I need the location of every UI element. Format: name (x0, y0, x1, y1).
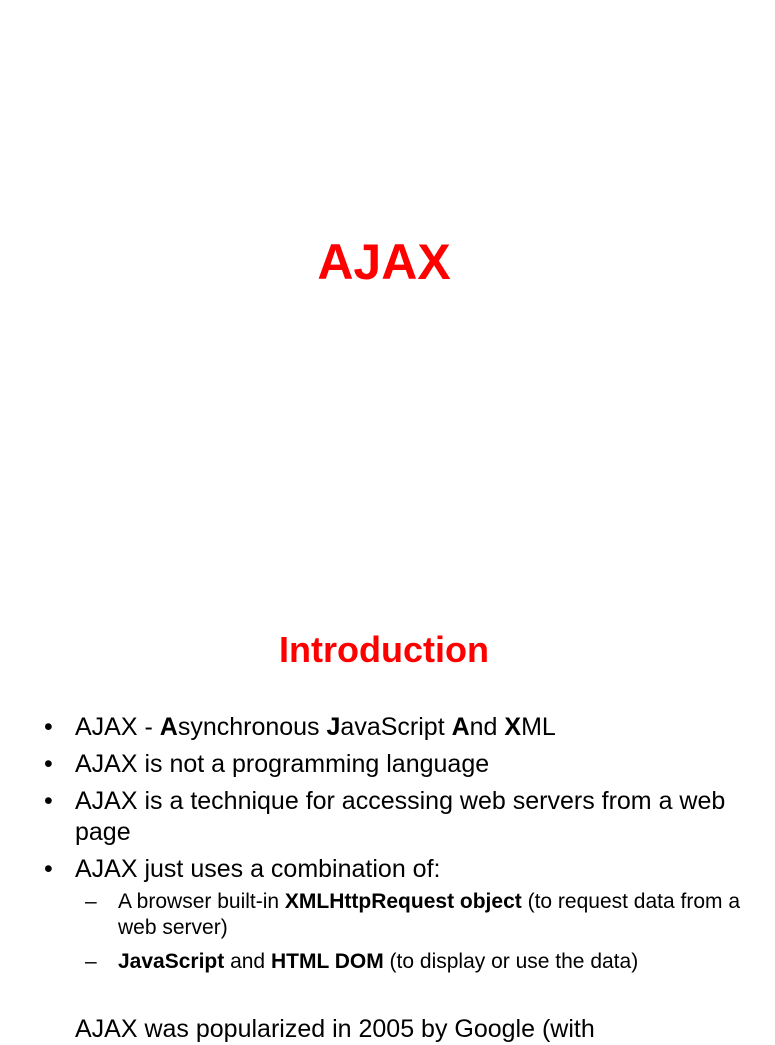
sub-bullet-text (118, 890, 740, 939)
bullet-icon: • (44, 787, 53, 815)
sub-bullet-item (85, 949, 744, 975)
bullet-text (75, 713, 556, 741)
text-run: AJAX is a technique for accessing web servers from a web page (75, 787, 726, 846)
dash-icon: – (85, 890, 97, 913)
text-run: nd (469, 713, 505, 741)
bullet-text (75, 750, 489, 778)
text-run: and (224, 950, 271, 973)
clipped-bullet-text: AJAX was popularized in 2005 by Google (with (75, 1015, 595, 1043)
bullet-icon: • (44, 713, 53, 741)
sub-bullet-item (85, 889, 744, 941)
sub-bullet-text (118, 950, 638, 973)
bullet-text (75, 787, 725, 846)
text-run: (to display or use the data) (383, 950, 639, 973)
slide-title: AJAX (317, 234, 451, 290)
text-run: A browser built-in (118, 890, 285, 913)
bullet-item (44, 712, 744, 743)
bullet-icon: • (44, 750, 53, 778)
bullet-icon: • (44, 855, 53, 883)
bold-text: A (451, 713, 470, 741)
bold-text: JavaScript (118, 950, 225, 973)
sub-bullet-list (75, 889, 744, 975)
bullet-item (44, 854, 744, 975)
text-run: avaScript (340, 713, 452, 741)
bullet-list (44, 712, 744, 983)
text-run: AJAX just uses a combination of: (75, 855, 441, 883)
bold-text: J (326, 713, 341, 741)
bullet-text (75, 855, 440, 883)
bullet-item (44, 786, 744, 848)
text-run: ML (521, 713, 556, 741)
bold-text: XMLHttpRequest object (284, 890, 522, 913)
bullet-item (44, 749, 744, 780)
bold-text: X (504, 713, 522, 741)
text-run: (to request data from a web server) (118, 890, 741, 939)
text-run: AJAX - (75, 713, 160, 741)
dash-icon: – (85, 950, 97, 973)
bold-text: HTML DOM (270, 950, 384, 973)
bold-text: A (159, 713, 178, 741)
introduction-heading: Introduction (279, 629, 489, 670)
text-run: AJAX is not a programming language (75, 750, 490, 778)
text-run: synchronous (177, 713, 327, 741)
